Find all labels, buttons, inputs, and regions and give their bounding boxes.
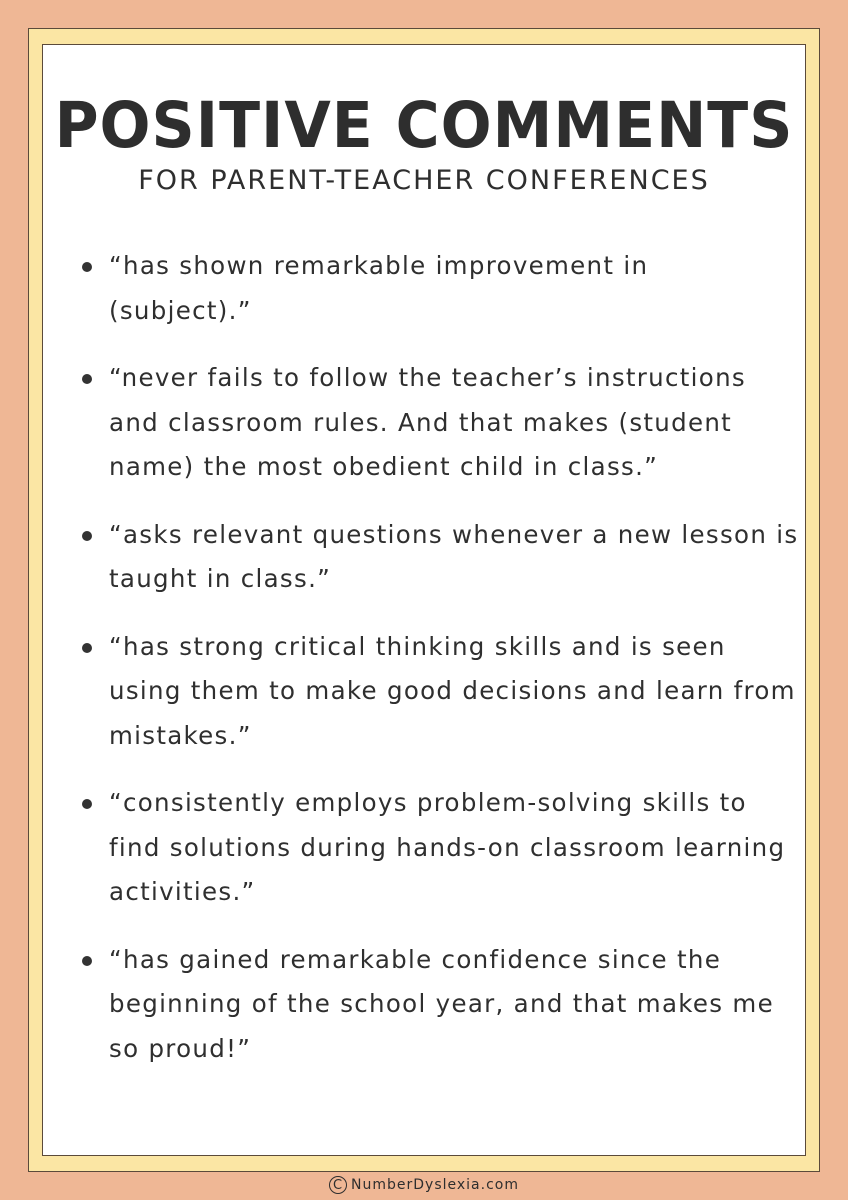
bullet-icon xyxy=(82,531,92,541)
comment-list xyxy=(80,244,800,1094)
list-item xyxy=(80,513,800,602)
comment-text: “has shown remarkable improvement in (subject).” xyxy=(109,251,649,325)
list-item xyxy=(80,938,800,1072)
footer-site[interactable]: NumberDyslexia.com xyxy=(351,1177,519,1193)
page-subtitle: FOR PARENT-TEACHER CONFERENCES xyxy=(138,165,710,196)
bullet-icon xyxy=(82,262,92,272)
bullet-icon xyxy=(82,799,92,809)
comment-text: “has strong critical thinking skills and is seen using them to make good decisions and learn from mistakes.” xyxy=(109,631,796,750)
bullet-icon xyxy=(82,643,92,653)
bullet-icon xyxy=(82,956,92,966)
list-item xyxy=(80,244,800,333)
copyright-icon: C xyxy=(329,1176,347,1194)
comment-text: “asks relevant questions whenever a new lesson is taught in class.” xyxy=(109,519,799,593)
comment-text: “consistently employs problem-solving skills to find solutions during hands-on classroom learning activities.” xyxy=(109,788,786,906)
comment-text: “has gained remarkable confidence since the beginning of the school year, and that makes me so proud!” xyxy=(109,944,774,1063)
page-title: POSITIVE COMMENTS xyxy=(54,89,794,163)
bullet-icon xyxy=(82,374,92,384)
footer-credit xyxy=(0,1173,848,1197)
list-item xyxy=(80,625,800,759)
list-item xyxy=(80,356,800,490)
list-item xyxy=(80,781,800,915)
comment-text: “never fails to follow the teacher’s instructions and classroom rules. And that makes (student name) the most obedient child in class.” xyxy=(109,363,746,481)
